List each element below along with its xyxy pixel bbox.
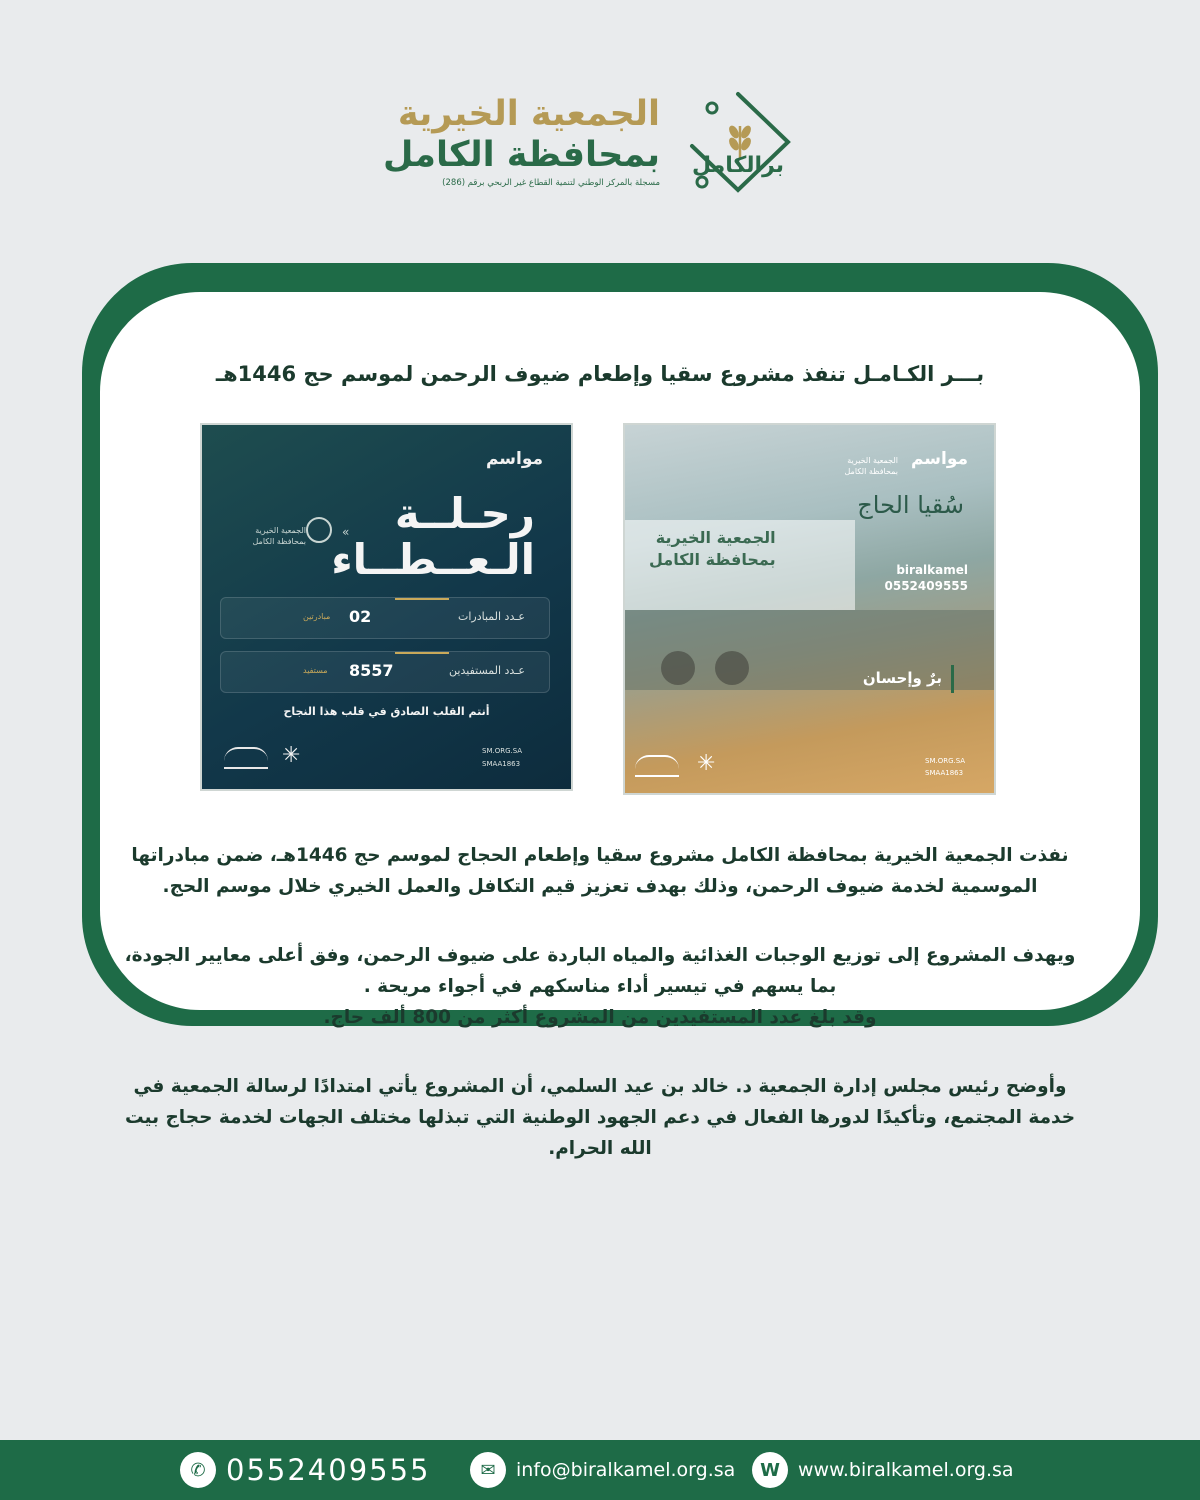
- footer-phone-number: 0552409555: [226, 1453, 431, 1487]
- contact-footer: [0, 1440, 1200, 1500]
- svg-text:برالكامل: برالكامل: [691, 153, 785, 178]
- footer-website-url: www.biralkamel.org.sa: [798, 1459, 1014, 1481]
- web-icon: W: [752, 1452, 788, 1488]
- star-icon: ✳: [282, 743, 301, 768]
- poster-pilgrim-water: [623, 423, 996, 795]
- poster-footer-handle: SMAA1863: [925, 769, 964, 777]
- star-icon: ✳: [697, 751, 716, 776]
- mail-icon: ✉: [470, 1452, 506, 1488]
- footer-email-address: info@biralkamel.org.sa: [516, 1459, 736, 1481]
- logo-title-line2: بمحافظة الكامل: [383, 135, 660, 175]
- footer-email[interactable]: [470, 1450, 735, 1490]
- emblem-icon: [678, 86, 798, 202]
- logo-title-line1: الجمعية الخيرية: [397, 94, 660, 134]
- association-logo-icon: [306, 517, 332, 543]
- poster-title: سُقيا الحاج: [857, 491, 964, 519]
- poster-brand: مواسم: [485, 449, 543, 469]
- logo-registration: مسجلة بالمركز الوطني لتنمية القطاع غير الربحي برقم (286): [442, 178, 660, 188]
- truck-wheel: [715, 651, 749, 685]
- logo-text: [383, 94, 660, 190]
- slogan-bar: [951, 665, 954, 693]
- headline: بـــر الكـامـل تنفذ مشروع سقيا وإطعام ضيوف الرحمن لموسم حج 1446هـ: [215, 362, 985, 386]
- paragraph-2: ويهدف المشروع إلى توزيع الوجبات الغذائية والمياه الباردة على ضيوف الرحمن، وفق أعلى معايير الجودة، بما يسهم في تيسير أداء مناسكهم في أجواء مريحة .: [124, 945, 1076, 997]
- stat-beneficiaries: عـدد المستفيدين 8557 مستفيد: [220, 651, 550, 693]
- poster-title: رحـلــة الـعــطــاء: [331, 489, 535, 584]
- truck-wheel: [661, 651, 695, 685]
- poster-handle: biralkamel: [896, 563, 968, 577]
- poster-association: الجمعية الخيرية بمحافظة الكامل: [844, 456, 898, 476]
- poster-handle: SMAA1863: [482, 760, 521, 768]
- poster-slogan: برٌ وإحسان: [862, 669, 942, 687]
- paragraph-3: وقد بلغ عدد المستفيدين من المشروع أكثر من 800 ألف حاج.: [323, 1007, 877, 1028]
- poster-brand: مواسم: [910, 449, 968, 469]
- poster-association: الجمعية الخيرية بمحافظة الكامل: [252, 526, 306, 546]
- paragraph-1: نفذت الجمعية الخيرية بمحافظة الكامل مشروع سقيا وإطعام الحجاج لموسم حج 1446هـ، ضمن مبادراتها الموسمية لخدمة ضيوف الرحمن، وذلك بهدف تعزيز قيم التكافل والعمل الخيري خلال موسم الحج.: [131, 845, 1069, 897]
- article-body: [120, 840, 1080, 1202]
- stat-initiatives: عـدد المبادرات 02 مبادرتين: [220, 597, 550, 639]
- poster-url: SM.ORG.SA: [925, 757, 966, 765]
- whatsapp-icon: ✆: [180, 1452, 216, 1488]
- poster-url: SM.ORG.SA: [482, 747, 523, 755]
- ministry-logo-icon: [224, 747, 268, 769]
- double-arrow-icon: «: [342, 525, 350, 539]
- ministry-logo-icon: [635, 755, 679, 777]
- header-logo: [383, 80, 820, 210]
- paragraph-4: وأوضح رئيس مجلس إدارة الجمعية د. خالد بن عيد السلمي، أن المشروع يأتي امتدادًا لرسالة الجمعية في خدمة المجتمع، وتأكيدًا لدورها الفعال في دعم الجهود الوطنية التي تبذلها مختلف الجهات لخدمة حجاج بيت الله الحرام.: [124, 1076, 1076, 1159]
- footer-phone[interactable]: [180, 1450, 431, 1490]
- poster-slogan: أنتم القلب الصادق في قلب هذا النجاح: [283, 705, 490, 718]
- poster-journey-of-giving: [200, 423, 573, 791]
- truck-banner-text: الجمعية الخيرية بمحافظة الكامل: [649, 528, 776, 569]
- footer-website[interactable]: [752, 1450, 1014, 1490]
- poster-phone: 0552409555: [884, 579, 968, 593]
